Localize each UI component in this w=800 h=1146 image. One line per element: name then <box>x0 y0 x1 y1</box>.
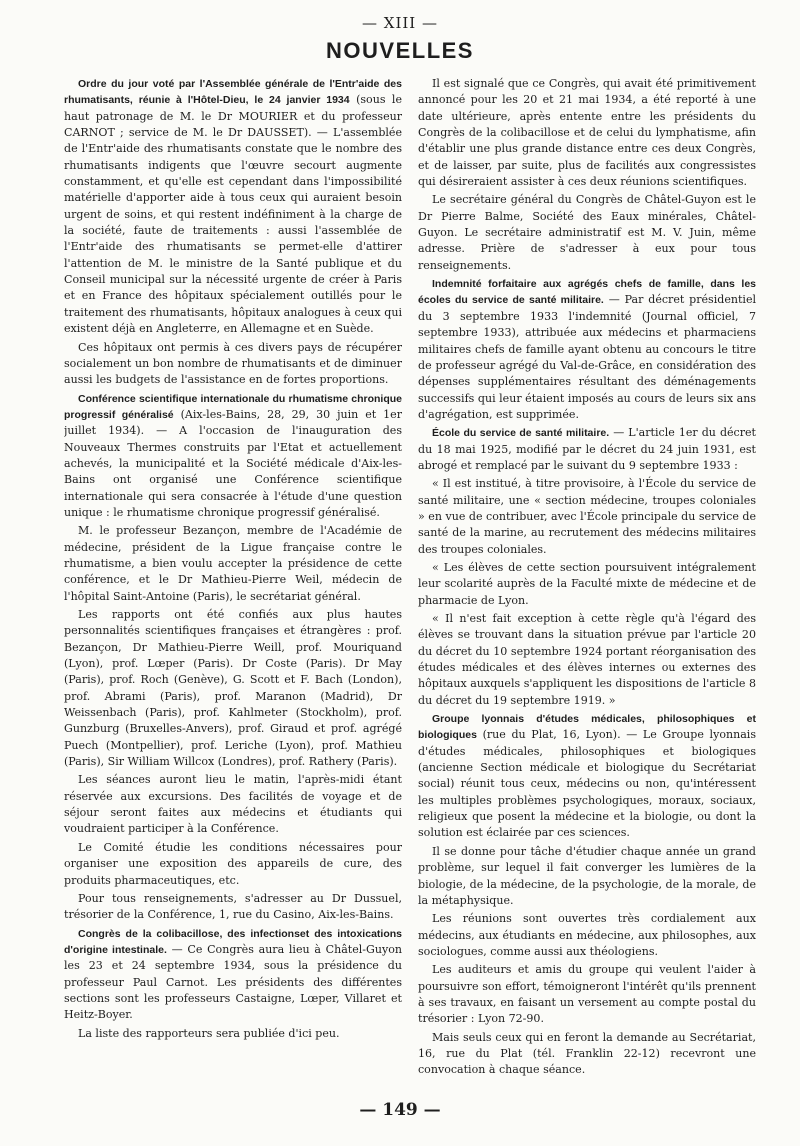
paragraph-body: — Ce Congrès aura lieu à Châtel-Guyon les 23 et 24 septembre 1934, sous la présidence du professeur Paul Carnot. Les présidents des différentes sections sont les professeurs Castaigne, Lœper, Villaret et Heitz-Boyer. <box>64 942 402 1022</box>
paragraph-body: (rue du Plat, 16, Lyon). — Le Groupe lyonnais d'études médicales, philosophiques et biologiques (ancienne Section médicale et biologique du Secrétariat social) réunit tous ceux, médecins ou non, qu'intéressent les multiples problèmes psychologiques, moraux, sociaux, religieux que posent la médecine et la biologie, ou dont la solution est éclairée par ces sciences. <box>418 728 756 840</box>
paragraph-body: — Par décret présidentiel du 3 septembre 1933 l'indemnité (Journal officiel, 7 septembre 1933), attribuée aux médecins et pharmaciens militaires chefs de famille ayant obtenu au concours le titre de professeur agrégé du Val-de-Grâce, en considération des dépenses supplémentaires résultant des déménagements successifs qui leur étaient imposés au cours de leurs six ans d'agrégation, est supprimée. <box>418 293 756 421</box>
paragraph: Le Comité étudie les conditions nécessaires pour organiser une exposition des appareils de cure, des produits pharmaceutiques, etc. <box>64 840 402 887</box>
paragraph-conference <box>64 391 402 522</box>
paragraph-ordre-du-jour <box>64 76 402 338</box>
paragraph-ecole <box>418 425 756 474</box>
paragraph: « Les élèves de cette section poursuivent intégralement leur scolarité auprès de la Faculté mixte de médecine et de pharmacie de Lyon. <box>418 560 756 607</box>
paragraph: « Il est institué, à titre provisoire, à l'École du service de santé militaire, une « section médecine, troupes coloniales » en vue de contribuer, avec l'École principale du service de santé de la marine, au recrutement des médecins militaires des troupes coloniales. <box>418 477 756 556</box>
section-heading: NOUVELLES <box>326 38 474 63</box>
paragraph: Le secrétaire général du Congrès de Châtel-Guyon est le Dr Pierre Balme, Société des Eaux minérales, Châtel-Guyon. Le secrétaire administratif est M. V. Juin, même adresse. Prière de s'adresser à eux pour tous renseignements. <box>418 193 756 272</box>
roman-folio: — XIII — <box>362 14 438 32</box>
paragraph: Il se donne pour tâche d'étudier chaque année un grand problème, sur lequel il fait converger les lumières de la biologie, de la médecine, de la psychologie, de la morale, de la métaphysique. <box>418 844 756 907</box>
paragraph: Ces hôpitaux ont permis à ces divers pays de récupérer socialement un bon nombre de rhumatisants et de diminuer aussi les budgets de l'assistance en de fortes proportions. <box>64 340 402 387</box>
left-column <box>64 76 402 1101</box>
paragraph-body: (sous le haut patronage de M. le Dr MOURIER et du professeur CARNOT ; service de M. le Dr DAUSSET). — L'assemblée de l'Entr'aide des rhumatisants constate que le nombre des rhumatisants indigents que l'œuvre secourt augmente constamment, et qu'elle est cependant dans l'impossibilité matérielle d'apporter aide à tous ceux qui auraient besoin urgent de soins, et qui restent indéfiniment à la charge de la société, faute de traitements : aussi l'assemblée de l'Entr'aide des rhumatisants se permet-elle d'attirer l'attention de M. le ministre de la Santé publique et du Conseil municipal sur la nécessité urgente de créer à Paris et en France des hôpitaux spécialement outillés pour le traitement des rhumatisants, hôpitaux analogues à ceux qui existent déjà en Angleterre, en Allemagne et en Suède. <box>64 93 402 336</box>
paragraph-congres <box>64 926 402 1024</box>
paragraph: « Il n'est fait exception à cette règle qu'à l'égard des élèves se trouvant dans la situation prévue par l'article 20 du décret du 10 septembre 1924 portant réorganisation des études médicales et des élèves internes ou externes des hôpitaux auxquels s'appliquent les dispositions de l'article 8 du décret du 19 septembre 1919. » <box>418 612 756 707</box>
paragraph-title: École du service de santé militaire. <box>432 427 610 440</box>
paragraph: Les séances auront lieu le matin, l'après-midi étant réservée aux excursions. Des facilités de voyage et de séjour seront faites aux médecins et étudiants qui voudraient participer à la Conférence. <box>64 773 402 836</box>
paragraph-title: Groupe lyonnais d'études médicales, philosophiques et biologiques <box>418 713 756 742</box>
paragraph-body: (Aix-les-Bains, 28, 29, 30 juin et 1er juillet 1934). — A l'occasion de l'inauguration des Nouveaux Thermes construits par l'Etat et actuellement achevés, la municipalité et la Société médicale d'Aix-les-Bains ont organisé une Conférence scientifique internationale qui sera consacrée à l'étude d'une question unique : le rhumatisme chronique progressif généralisé. <box>64 407 402 519</box>
paragraph-title: Indemnité forfaitaire aux agrégés chefs de famille, dans les écoles du service de santé militaire. <box>418 278 756 307</box>
paragraph: La liste des rapporteurs sera publiée d'ici peu. <box>78 1026 340 1040</box>
paragraph: Les rapports ont été confiés aux plus hautes personnalités scientifiques françaises et étrangères : prof. Bezançon, Dr Mathieu-Pierre Weill, prof. Mouriquand (Lyon), prof. Lœper (Paris). Dr Coste (Paris). Dr May (Paris), prof. Roch (Genève), G. Scott et F. Bach (London), prof. Abrami (Paris), prof. Maranon (Madrid), Dr Weissenbach (Paris), prof. Kahlmeter (Stockholm), prof. Gunzburg (Bruxelles-Anvers), prof. Giraud et prof. agrégé Puech (Montpellier), prof. Leriche (Lyon), prof. Mathieu (Paris), Sir William Willcox (Londres), prof. Rathery (Paris). <box>64 608 402 769</box>
paragraph: Pour tous renseignements, s'adresser au Dr Dussuel, trésorier de la Conférence, 1, rue du Casino, Aix-les-Bains. <box>64 891 402 922</box>
paragraph-title: Congrès de la colibacillose, des infectionset des intoxications d'origine intestinale. <box>64 927 402 956</box>
paragraph: Les réunions sont ouvertes très cordialement aux médecins, aux étudiants en médecine, aux philosophes, aux sociologues, comme aussi aux théologiens. <box>418 912 756 958</box>
paragraph: M. le professeur Bezançon, membre de l'Académie de médecine, président de la Ligue française contre le rhumatisme, a bien voulu accepter la présidence de cette conférence, et le Dr Mathieu-Pierre Weil, médecin de l'hôpital Saint-Antoine (Paris), le secrétariat général. <box>64 524 402 603</box>
paragraph-title: Conférence scientifique internationale du rhumatisme chronique progressif généralisé <box>64 392 402 421</box>
paragraph-groupe-lyonnais <box>418 711 756 842</box>
paragraph: Il est signalé que ce Congrès, qui avait été primitivement annoncé pour les 20 et 21 mai 1934, a été reporté à une date ultérieure, après entente entre les présidents du Congrès de la colibacillose et de celui du lymphatisme, afin d'établir une plus grande distance entre ces deux Congrès, et de laisser, par suite, plus de facilités aux congressistes qui désireraient assister à ces deux réunions scientifiques. <box>418 77 756 189</box>
right-column <box>418 76 756 1101</box>
paragraph-body: — L'article 1er du décret du 18 mai 1925, modifié par le décret du 24 juin 1931, est abrogé et remplacé par le suivant du 9 septembre 1933 : <box>418 426 756 472</box>
paragraph: Mais seuls ceux qui en feront la demande au Secrétariat, 16, rue du Plat (tél. Franklin 22-12) recevront une convocation à chaque séance. <box>418 1030 756 1077</box>
paragraph-indemnite <box>418 276 756 423</box>
page-number: — 149 — <box>359 1100 441 1120</box>
paragraph: Les auditeurs et amis du groupe qui veulent l'aider à poursuivre son effort, témoigneront l'intérêt qu'ils prennent à ses travaux, en faisant un versement au compte postal du trésorier : Lyon 72-90. <box>418 963 756 1026</box>
paragraph-title: Ordre du jour voté par l'Assemblée générale de l'Entr'aide des rhumatisants, réunie à l'Hôtel-Dieu, le 24 janvier 1934 <box>64 78 402 107</box>
